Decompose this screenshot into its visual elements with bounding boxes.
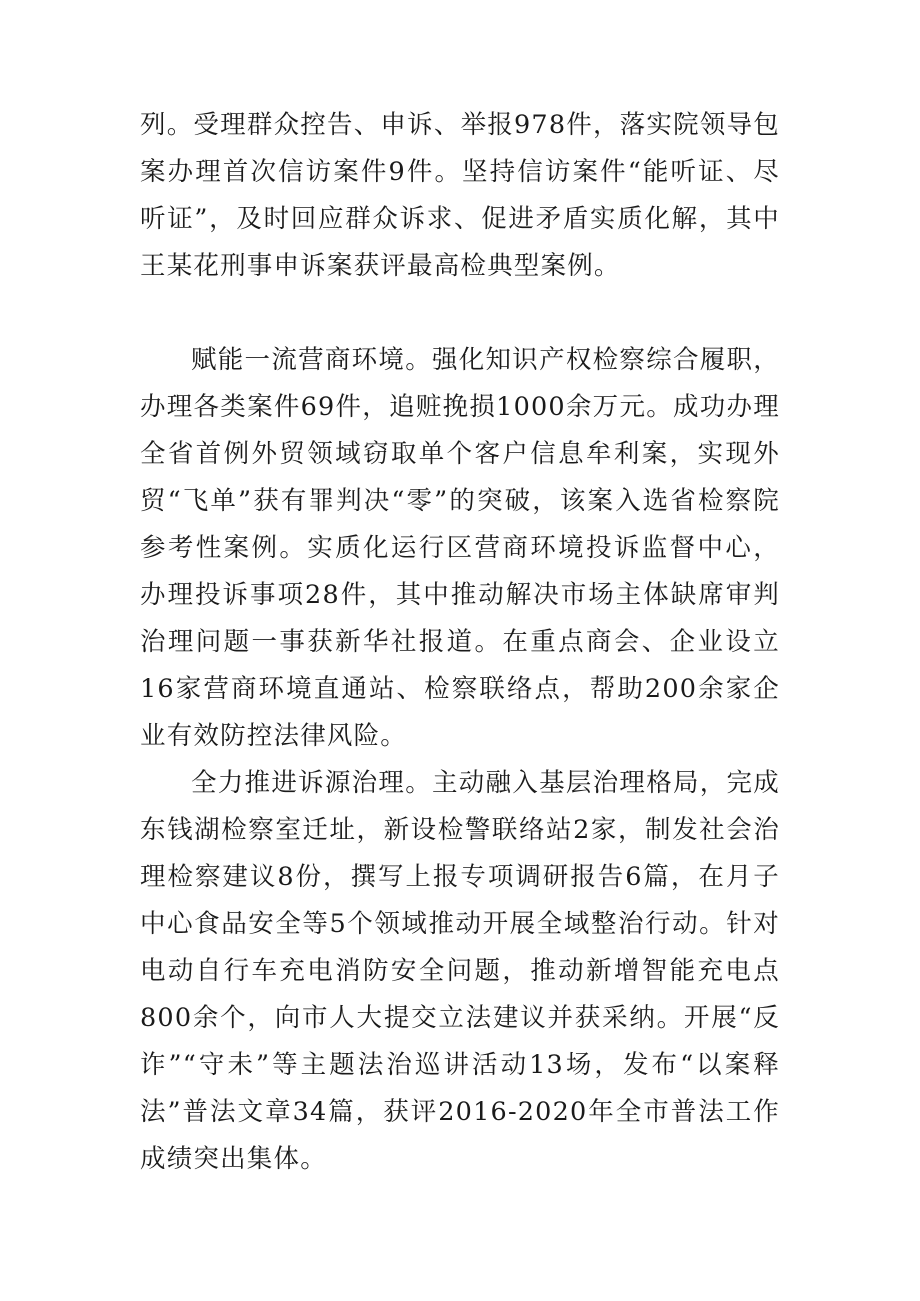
paragraph-petition-handling: 列。受理群众控告、申诉、举报978件，落实院领导包案办理首次信访案件9件。坚持信访案件“能听证、尽听证”，及时回应群众诉求、促进矛盾实质化解，其中王某花刑事申诉案获评最高检典型案例。 bbox=[140, 110, 780, 281]
paragraph-litigation-source-governance: 全力推进诉源治理。主动融入基层治理格局，完成东钱湖检察室迁址，新设检警联络站2家，制发社会治理检察建议8份，撰写上报专项调研报告6篇，在月子中心食品安全等5个领域推动开展全域整治行动。针对电动自行车充电消防安全问题，推动新增智能充电点800余个，向市人大提交立法建议并获采纳。开展“反诈”“守未”等主题法治巡讲活动13场，发布“以案释法”普法文章34篇，获评2016-2020年全市普法工作成绩突出集体。 bbox=[140, 768, 780, 1174]
paragraph-business-environment: 赋能一流营商环境。强化知识产权检察综合履职，办理各类案件69件，追赃挽损1000余万元。成功办理全省首例外贸领域窃取单个客户信息牟利案，实现外贸“飞单”获有罪判决“零”的突破，该案入选省检察院参考性案例。实质化运行区营商环境投诉监督中心，办理投诉事项28件，其中推动解决市场主体缺席审判治理问题一事获新华社报道。在重点商会、企业设立16家营商环境直通站、检察联络点，帮助200余家企业有效防控法律风险。 bbox=[140, 345, 780, 751]
